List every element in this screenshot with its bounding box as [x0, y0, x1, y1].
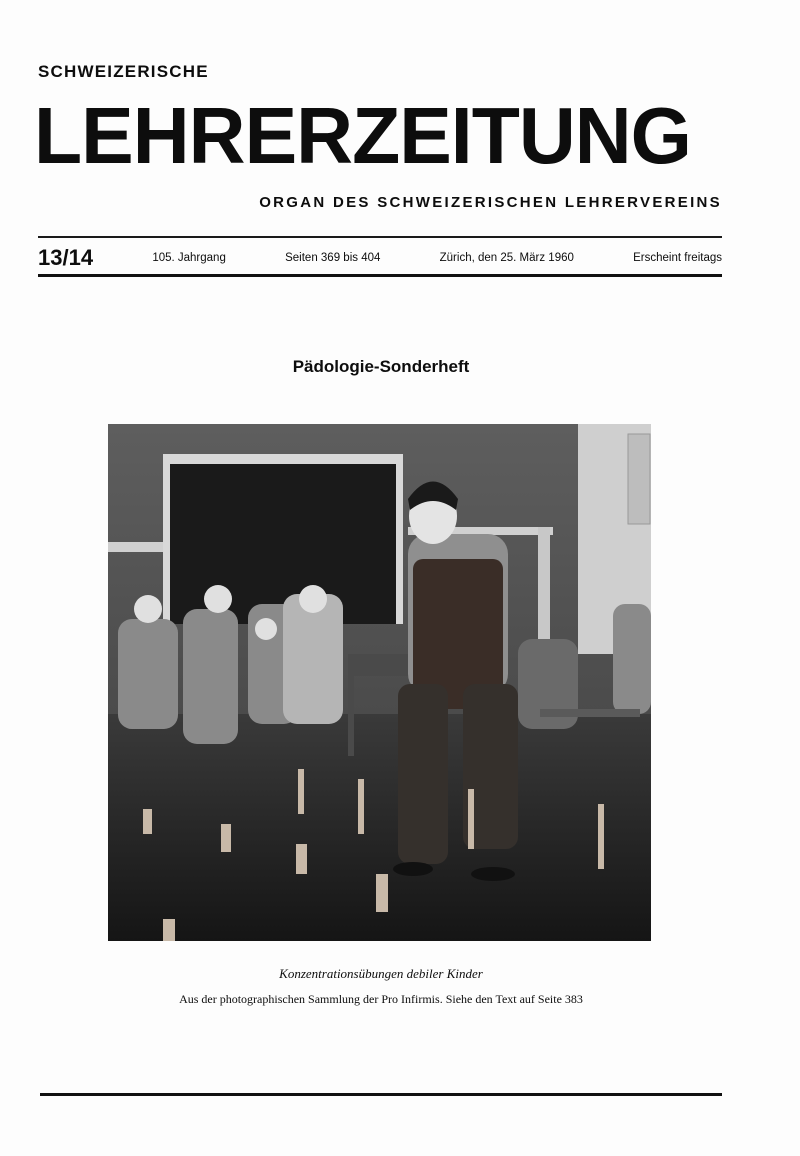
photo-credit: Aus der photographischen Sammlung der Pro Infirmis. Siehe den Text auf Seite 383: [179, 992, 583, 1006]
cover-photo: [108, 424, 651, 941]
volume: 105. Jahrgang: [152, 252, 226, 264]
classroom-photo: [108, 424, 651, 941]
top-divider: [38, 236, 722, 238]
issue-number: 13/14: [38, 245, 94, 270]
frequency: Erscheint freitags: [633, 252, 722, 264]
masthead-subtitle: ORGAN DES SCHWEIZERISCHEN LEHRERVEREINS: [259, 194, 722, 211]
masthead-title: LEHRERZEITUNG: [34, 91, 691, 180]
bottom-divider: [40, 1093, 722, 1096]
masthead-pretitle: SCHWEIZERISCHE: [38, 62, 209, 81]
photo-caption: Konzentrationsübungen debiler Kinder: [279, 966, 483, 981]
page-range: Seiten 369 bis 404: [285, 252, 381, 264]
info-bar: [38, 246, 722, 270]
issue-date: Zürich, den 25. März 1960: [439, 252, 574, 264]
special-issue-heading: Pädologie-Sonderheft: [292, 357, 470, 376]
info-bar-divider: [38, 274, 722, 277]
